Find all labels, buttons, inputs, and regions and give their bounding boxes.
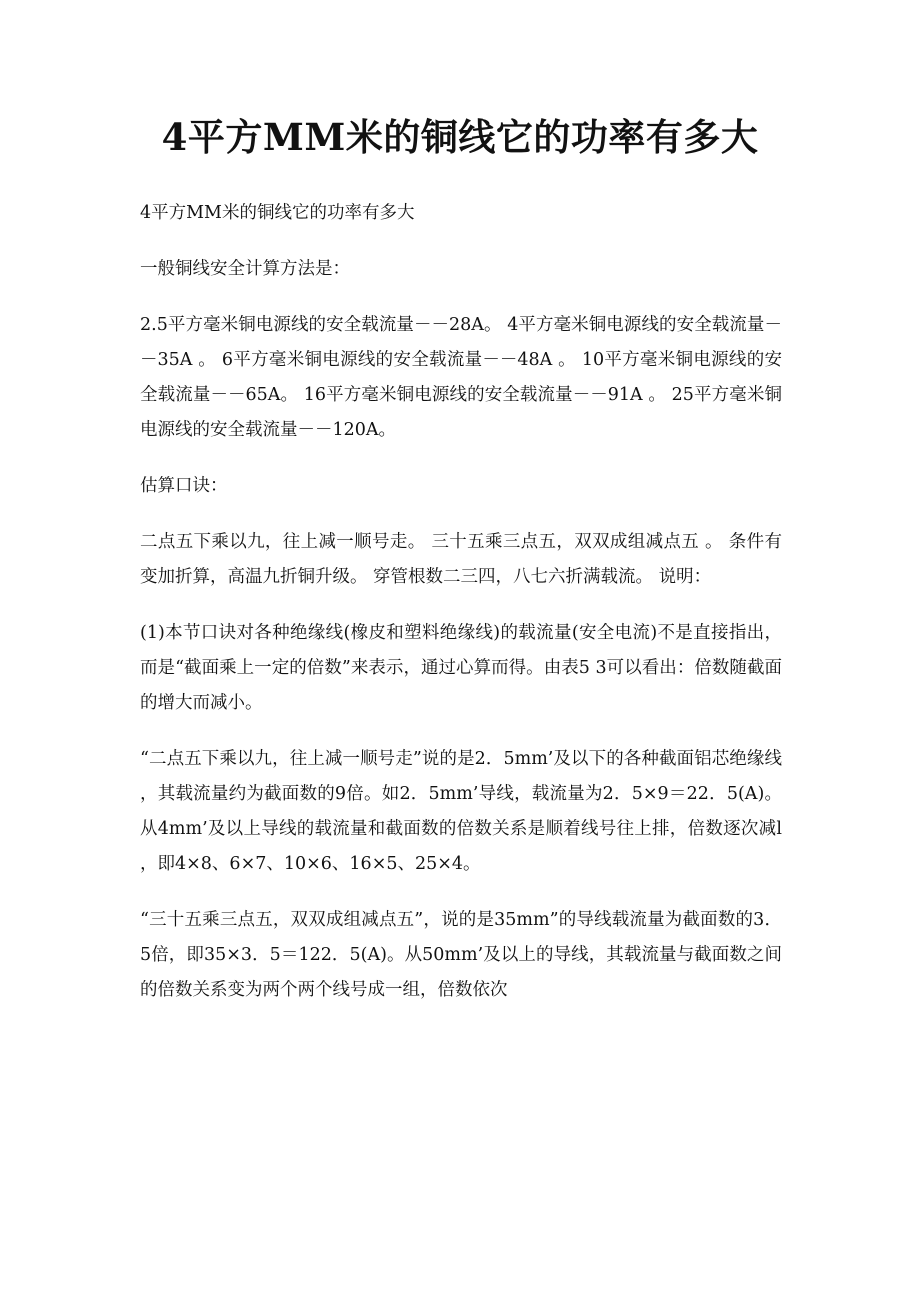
paragraph-subtitle: 4平方MM米的铜线它的功率有多大 <box>140 203 415 223</box>
paragraph-mnemonic: 二点五下乘以九，往上减一顺号走。 三十五乘三点五，双双成组减点五 。 条件有变加折算，高温九折铜升级。 穿管根数二三四，八七六折满载流。 说明： <box>140 532 782 587</box>
paragraph-intro: 一般铜线安全计算方法是： <box>140 259 350 279</box>
paragraph-explanation-1: (1)本节口诀对各种绝缘线(橡皮和塑料绝缘线)的载流量(安全电流)不是直接指出，而是“截面乘上一定的倍数”来表示，通过心算而得。由表5 3可以看出：倍数随截面的增大而减小。 <box>140 623 782 713</box>
paragraph-explanation-3: “三十五乘三点五，双双成组减点五”，说的是35mm”的导线载流量为截面数的3．5倍，即35×3．5＝122．5(A)。从50mm’及以上的导线，其载流量与截面数之间的倍数关系变为两个两个线号成一组，倍数依次 <box>140 910 782 1000</box>
paragraph-mnemonic-heading: 估算口诀： <box>140 476 228 496</box>
paragraph-ampacity-list: 2.5平方毫米铜电源线的安全载流量－－28A。 4平方毫米铜电源线的安全载流量－－35A 。 6平方毫米铜电源线的安全载流量－－48A 。 10平方毫米铜电源线的安全载流量－－65A。 16平方毫米铜电源线的安全载流量－－91A 。 25平方毫米铜电源线的安全载流量－－120A。 <box>140 315 782 440</box>
document-title: 4平方MM米的铜线它的功率有多大 <box>161 115 759 159</box>
document-body <box>140 196 782 1029</box>
paragraph-explanation-2: “二点五下乘以九，往上减一顺号走”说的是2．5mm’及以下的各种截面铝芯绝缘线，其载流量约为截面数的9倍。如2．5mm’导线，载流量为2．5×9＝22．5(A)。从4mm’及以上导线的载流量和截面数的倍数关系是顺着线号往上排，倍数逐次减l，即4×8、6×7、10×6、16×5、25×4。 <box>140 749 782 874</box>
